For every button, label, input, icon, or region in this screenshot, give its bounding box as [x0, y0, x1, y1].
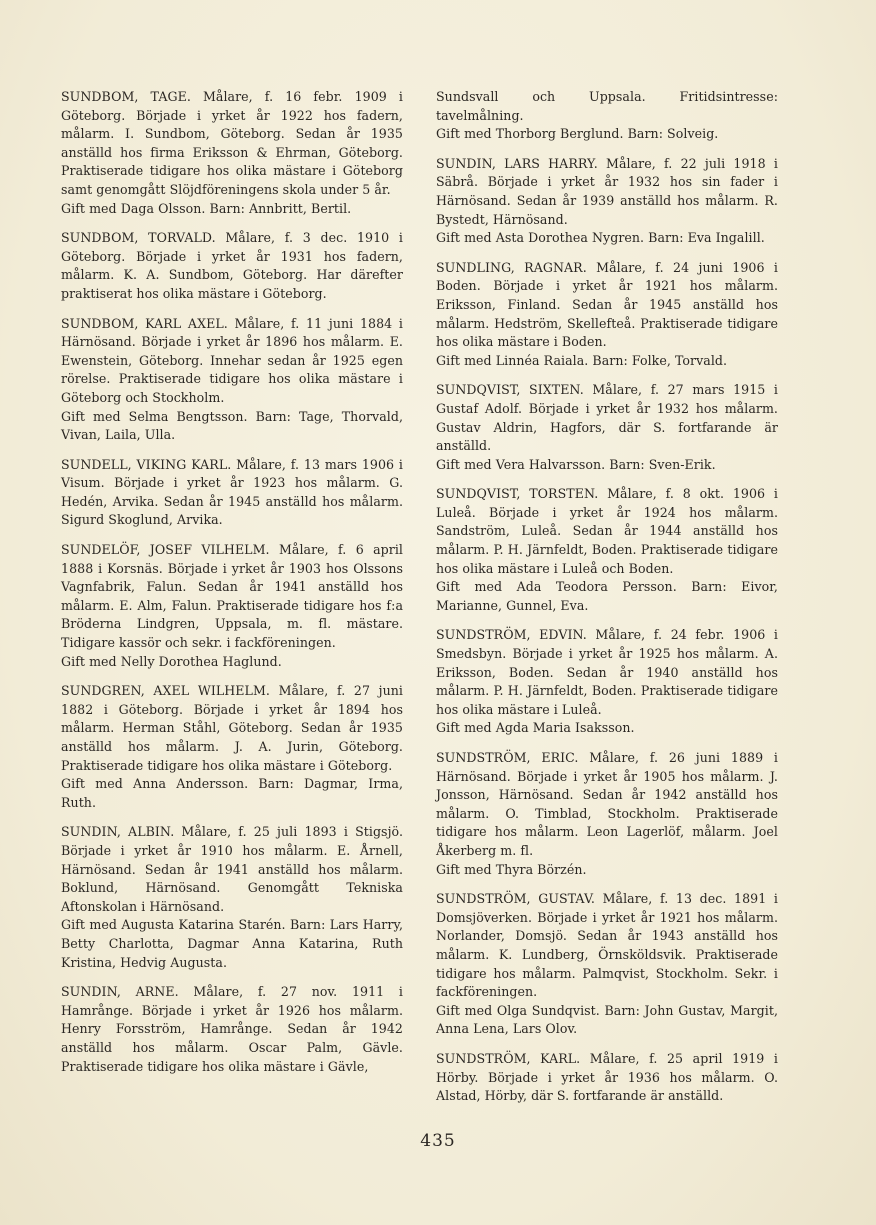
- entry-text: SUNDSTRÖM, KARL. Målare, f. 25 april 1919 i Hörby. Började i yrket år 1936 hos målarm. O. Alstad, Hörby, där S. fortfarande är anställd.: [436, 1050, 778, 1104]
- entry-text: SUNDBOM, TORVALD. Målare, f. 3 dec. 1910 i Göteborg. Började i yrket år 1931 hos fadern, målarm. K. A. Sundbom, Göteborg. Har därefter praktiserat hos olika mästare i Göteborg.: [61, 230, 403, 301]
- entry-text: SUNDSTRÖM, ERIC. Målare, f. 26 juni 1889 i Härnösand. Började i yrket år 1905 hos målarm. J. Jonsson, Härnösand. Sedan år 1942 anställd hos målarm. O. Timblad, Stockholm. Praktiserade tidigare hos målarm. Leon Lagerlöf, målarm. Joel Åkerberg m. fl.: [436, 750, 778, 858]
- entry-sundqvist-torsten: [436, 485, 778, 615]
- entry-text: SUNDQVIST, TORSTEN. Målare, f. 8 okt. 1906 i Luleå. Började i yrket år 1924 hos målarm. Sandström, Luleå. Sedan år 1944 anställd hos målarm. P. H. Järnfeldt, Boden. Praktiserade tidigare hos olika mästare i Luleå och Boden.: [436, 486, 778, 576]
- entry-family: Gift med Thyra Börzén.: [436, 861, 587, 877]
- entry-family: Gift med Daga Olsson. Barn: Annbritt, Bertil.: [61, 200, 352, 216]
- entry-family: Gift med Thorborg Berglund. Barn: Solveig.: [436, 126, 719, 142]
- entry-text: Sundsvall och Uppsala. Fritidsintresse: tavelmålning.: [436, 89, 778, 123]
- entry-text: SUNDIN, ALBIN. Målare, f. 25 juli 1893 i Stigsjö. Började i yrket år 1910 hos målarm. E. Årnell, Härnösand. Sedan år 1941 anställd hos målarm. Boklund, Härnösand. Genomgått Tekniska Aftonskolan i Härnösand.: [61, 824, 403, 914]
- left-column: [61, 88, 403, 1087]
- entry-sundling-ragnar: [436, 259, 778, 371]
- entry-family: Gift med Ada Teodora Persson. Barn: Eivor, Marianne, Gunnel, Eva.: [436, 579, 778, 613]
- entry-sundgren-axel-wilhelm: [61, 682, 403, 812]
- right-column: [436, 88, 778, 1117]
- entry-family: Gift med Anna Andersson. Barn: Dagmar, Irma, Ruth.: [61, 776, 403, 810]
- entry-sundin-albin: [61, 823, 403, 972]
- entry-sundbom-torvald: [61, 229, 403, 303]
- entry-family: Gift med Selma Bengtsson. Barn: Tage, Thorvald, Vivan, Laila, Ulla.: [61, 408, 403, 443]
- entry-text: SUNDIN, LARS HARRY. Målare, f. 22 juli 1918 i Säbrå. Började i yrket år 1932 hos sin fader i Härnösand. Sedan år 1939 anställd hos målarm. R. Bystedt, Härnösand.: [436, 155, 778, 227]
- entry-sundstrom-edvin: [436, 626, 778, 738]
- entry-family: Gift med Olga Sundqvist. Barn: John Gustav, Margit, Anna Lena, Lars Olov.: [436, 1002, 778, 1037]
- entry-family: Gift med Vera Halvarsson. Barn: Sven-Erik.: [436, 456, 716, 472]
- entry-text: SUNDBOM, KARL AXEL. Målare, f. 11 juni 1884 i Härnösand. Började i yrket år 1896 hos målarm. E. Ewenstein, Göteborg. Innehar sedan år 1925 egen rörelse. Praktiserade tidigare hos olika mästare i Göteborg och Stockholm.: [61, 315, 403, 405]
- entry-family: Gift med Nelly Dorothea Haglund.: [61, 653, 282, 669]
- entry-text: SUNDIN, ARNE. Målare, f. 27 nov. 1911 i Hamrånge. Började i yrket år 1926 hos målarm. Henry Forsström, Hamrånge. Sedan år 1942 anställd hos målarm. Oscar Palm, Gävle. Praktiserade tidigare hos olika mästare i Gävle,: [61, 984, 403, 1074]
- entry-sundin-arne-continued: [436, 88, 778, 144]
- entry-text: SUNDQVIST, SIXTEN. Målare, f. 27 mars 1915 i Gustaf Adolf. Började i yrket år 1932 hos målarm. Gustav Aldrin, Hagfors, där S. fortfarande är anställd.: [436, 382, 778, 454]
- entry-sundstrom-eric: [436, 749, 778, 879]
- entry-text: SUNDELL, VIKING KARL. Målare, f. 13 mars 1906 i Visum. Började i yrket år 1923 hos målarm. G. Hedén, Arvika. Sedan år 1945 anställd hos målarm. Sigurd Skoglund, Arvika.: [61, 456, 403, 528]
- entry-family: Gift med Agda Maria Isaksson.: [436, 720, 635, 736]
- entry-sundstrom-karl: [436, 1050, 778, 1106]
- entry-sundstrom-gustav: [436, 890, 778, 1039]
- entry-text: SUNDELÖF, JOSEF VILHELM. Målare, f. 6 april 1888 i Korsnäs. Började i yrket år 1903 hos Olssons Vagnfabrik, Falun. Sedan år 1941 anställd hos målarm. E. Alm, Falun. Praktiserade tidigare hos f:a Bröderna Lindgren, Uppsala, m. fl. mästare. Tidigare kassör och sekr. i fackföreningen.: [61, 542, 403, 651]
- entry-sundelof-josef-vilhelm: [61, 541, 403, 671]
- entry-family: Gift med Asta Dorothea Nygren. Barn: Eva Ingalill.: [436, 230, 765, 246]
- entry-sundell-viking-karl: [61, 456, 403, 530]
- entry-text: SUNDLING, RAGNAR. Målare, f. 24 juni 1906 i Boden. Började i yrket år 1921 hos målarm. Eriksson, Finland. Sedan år 1945 anställd hos målarm. Hedström, Skellefteå. Praktiserade tidigare hos olika mästare i Boden.: [436, 259, 778, 350]
- entry-text: SUNDSTRÖM, EDVIN. Målare, f. 24 febr. 1906 i Smedsbyn. Började i yrket år 1925 hos målarm. A. Eriksson, Boden. Sedan år 1940 anställd hos målarm. P. H. Järnfeldt, Boden. Praktiserade tidigare hos olika mästare i Luleå.: [436, 627, 778, 717]
- entry-sundin-lars-harry: [436, 155, 778, 248]
- entry-family: Gift med Linnéa Raiala. Barn: Folke, Torvald.: [436, 352, 728, 368]
- entry-sundbom-karl-axel: [61, 315, 403, 445]
- entry-text: SUNDBOM, TAGE. Målare, f. 16 febr. 1909 i Göteborg. Började i yrket år 1922 hos fadern, målarm. I. Sundbom, Göteborg. Sedan år 1935 anställd hos firma Eriksson & Ehrman, Göteborg. Praktiserade tidigare hos olika mästare i Göteborg samt genomgått Slöjdföreningens skola under 5 år.: [61, 89, 403, 197]
- page-number: 435: [420, 1131, 456, 1151]
- entry-text: SUNDSTRÖM, GUSTAV. Målare, f. 13 dec. 1891 i Domsjöverken. Började i yrket år 1921 hos målarm. Norlander, Domsjö. Sedan år 1943 anställd hos målarm. K. Lundberg, Örnsköldsvik. Praktiserade tidigare hos målarm. Palmqvist, Stockholm. Sekr. i fackföreningen.: [436, 891, 778, 1000]
- entry-family: Gift med Augusta Katarina Starén. Barn: Lars Harry, Betty Charlotta, Dagmar Anna Katarina, Ruth Kristina, Hedvig Augusta.: [61, 917, 403, 970]
- entry-sundin-arne: [61, 983, 403, 1076]
- entry-sundqvist-sixten: [436, 381, 778, 474]
- entry-text: SUNDGREN, AXEL WILHELM. Målare, f. 27 juni 1882 i Göteborg. Började i yrket år 1894 hos målarm. Herman Ståhl, Göteborg. Sedan år 1935 anställd hos målarm. J. A. Jurin, Göteborg. Praktiserade tidigare hos olika mästare i Göteborg.: [61, 683, 403, 773]
- entry-sundbom-tage: [61, 88, 403, 218]
